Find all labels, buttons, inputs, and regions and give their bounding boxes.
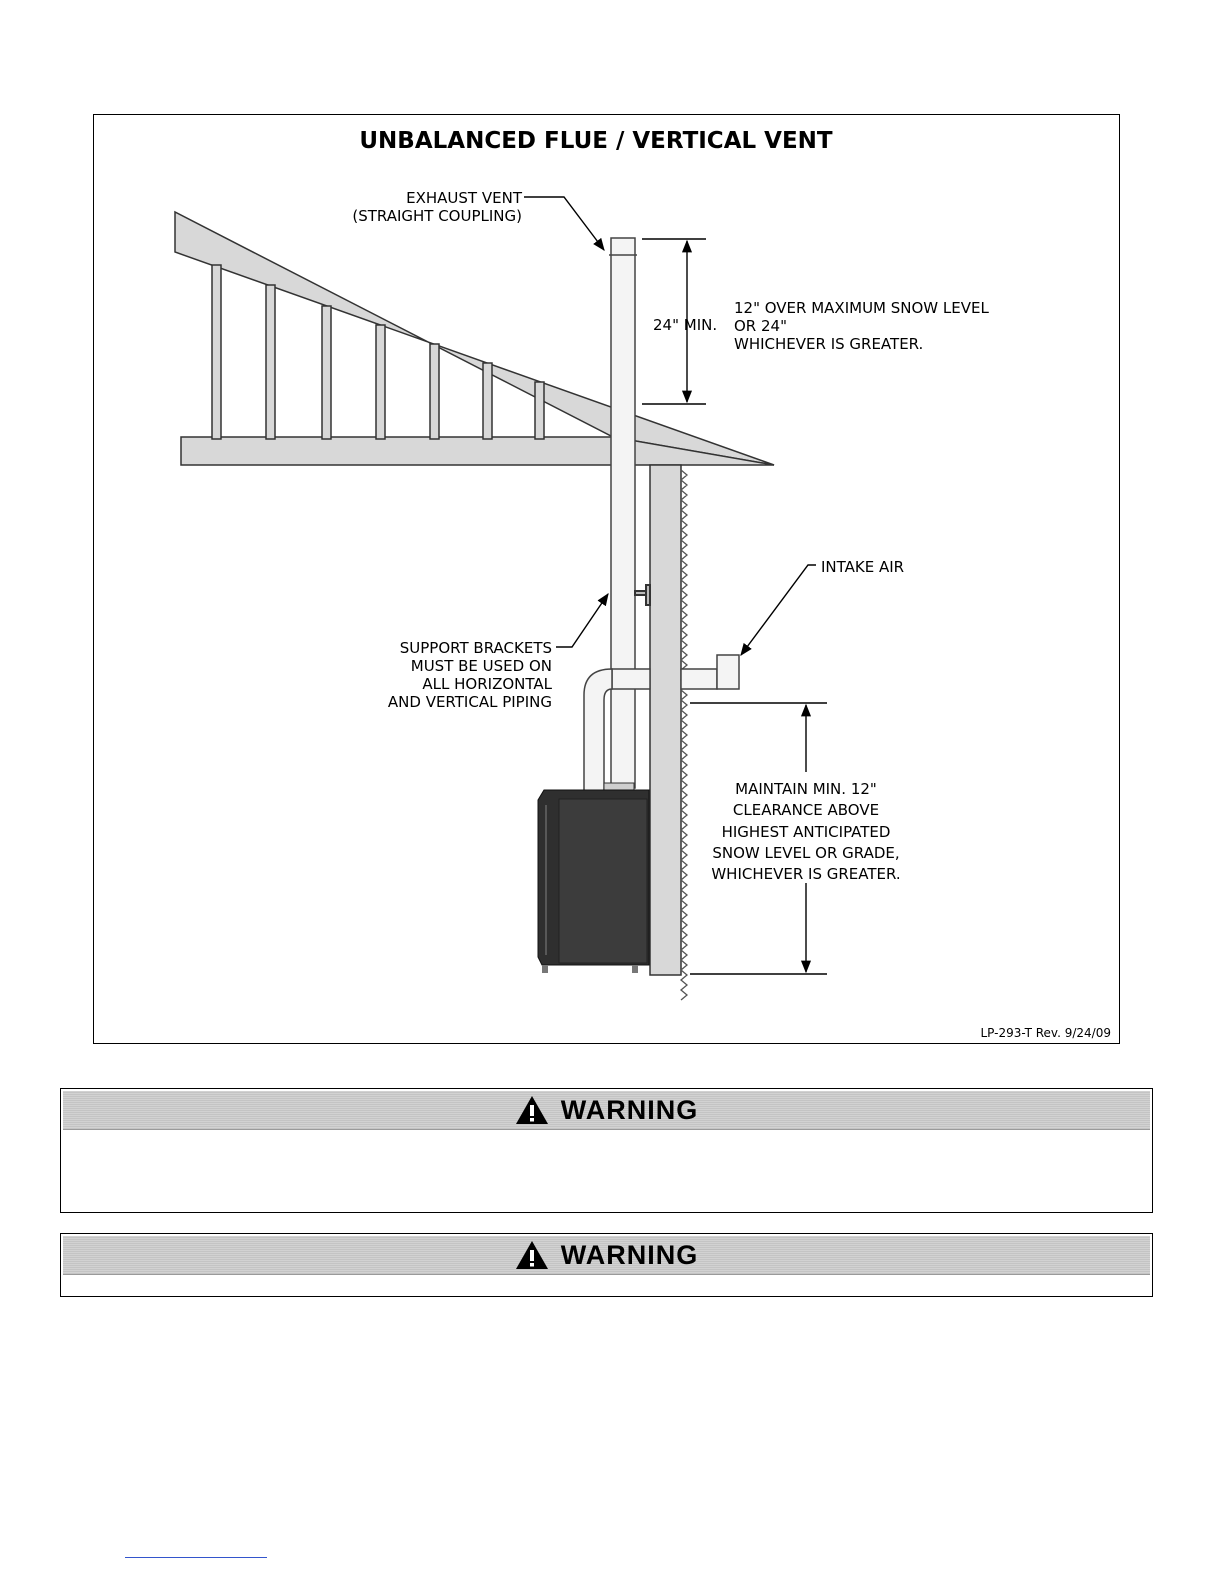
truss-web <box>322 306 331 439</box>
warning-title: WARNING <box>560 1094 699 1125</box>
truss-web <box>535 382 544 439</box>
exterior-wall <box>650 465 681 975</box>
brackets-note-line: ALL HORIZONTAL <box>422 675 552 693</box>
clearance-note-line: SNOW LEVEL OR GRADE, <box>712 844 900 862</box>
warning-box-1 <box>60 1088 1153 1213</box>
exhaust-vent-pipe <box>609 238 637 788</box>
roof-truss <box>175 212 774 465</box>
footer-link-underline[interactable] <box>125 1557 267 1558</box>
truss-web <box>376 325 385 439</box>
min-height-label: 24" MIN. <box>653 316 718 334</box>
roof-top-chord <box>175 212 774 465</box>
brackets-note-line: MUST BE USED ON <box>410 657 552 675</box>
warning-header <box>63 1236 1150 1275</box>
warning-title: WARNING <box>560 1239 699 1270</box>
brackets-note-line: SUPPORT BRACKETS <box>399 639 552 657</box>
warning-header <box>63 1091 1150 1130</box>
diagram-title: UNBALANCED FLUE / VERTICAL VENT <box>359 128 833 154</box>
warning-box-2 <box>60 1233 1153 1297</box>
clearance-note-line: WHICHEVER IS GREATER. <box>711 865 901 883</box>
boiler-unit <box>538 783 649 973</box>
wall-siding <box>681 470 687 1000</box>
clearance-note-line: MAINTAIN MIN. 12" <box>735 780 877 798</box>
intake-air-label: INTAKE AIR <box>821 558 905 576</box>
vent-diagram-svg <box>94 115 1121 1045</box>
truss-web <box>212 265 221 439</box>
exhaust-vent-sublabel: (STRAIGHT COUPLING) <box>352 207 522 225</box>
truss-web <box>266 285 275 439</box>
brackets-note-line: AND VERTICAL PIPING <box>387 693 552 711</box>
clearance-note-line: HIGHEST ANTICIPATED <box>721 823 891 841</box>
support-bracket <box>635 585 650 605</box>
truss-web <box>430 344 439 439</box>
clearance-note-line: CLEARANCE ABOVE <box>732 801 880 819</box>
vent-diagram <box>93 114 1120 1044</box>
revision-label: LP-293-T Rev. 9/24/09 <box>980 1026 1111 1040</box>
snow-note-line: 12" OVER MAXIMUM SNOW LEVEL <box>734 299 989 317</box>
exhaust-vent-label: EXHAUST VENT <box>406 189 522 207</box>
warning-triangle-icon <box>515 1095 549 1125</box>
snow-note-line: WHICHEVER IS GREATER. <box>734 335 924 353</box>
truss-web <box>483 363 492 439</box>
snow-note-line: OR 24" <box>734 317 787 335</box>
warning-triangle-icon <box>515 1240 549 1270</box>
